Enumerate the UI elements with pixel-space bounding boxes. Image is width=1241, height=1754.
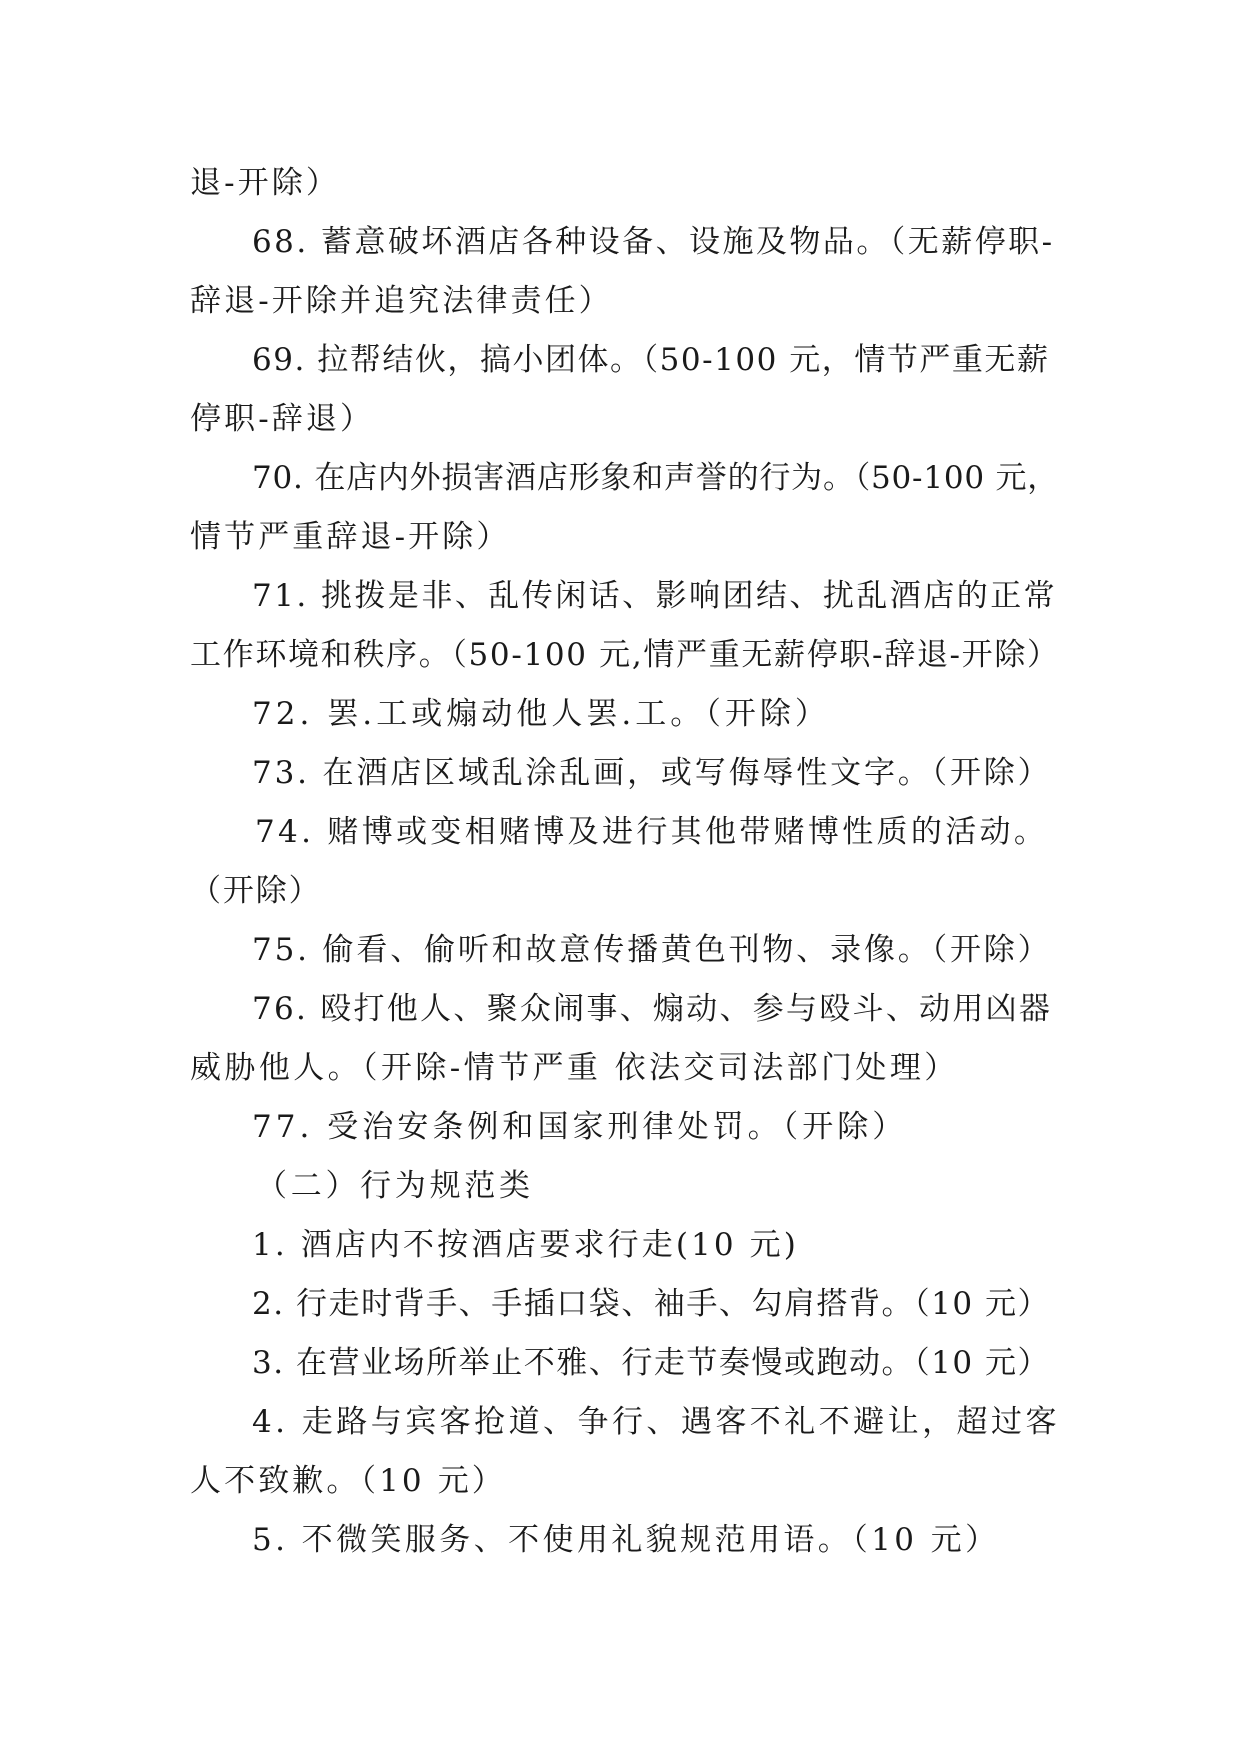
list-item-72: 72. 罢.工或煽动他人罢.工。（开除） xyxy=(252,696,830,732)
list-item-74: 74. 赌博或变相赌博及进行其他带赌博性质的活动。 xyxy=(255,814,1049,850)
text-line: 停职-辞退） xyxy=(190,401,375,437)
list-item-73: 73. 在酒店区域乱涂乱画，或写侮辱性文字。（开除） xyxy=(252,755,1052,791)
list-item-1: 1. 酒店内不按酒店要求行走(10 元) xyxy=(252,1227,799,1263)
text-line: 情节严重辞退-开除） xyxy=(190,519,511,555)
list-item-68: 68. 蓄意破坏酒店各种设备、设施及物品。（无薪停职- xyxy=(252,224,1055,260)
text-line: 人不致歉。（10 元） xyxy=(190,1463,506,1499)
text-line: 工作环境和秩序。（50-100 元,情严重无薪停职-辞退-开除） xyxy=(190,637,1060,673)
list-item-77: 77. 受治安条例和国家刑律处罚。（开除） xyxy=(252,1109,908,1145)
list-item-2: 2. 行走时背手、手插口袋、袖手、勾肩搭背。（10 元） xyxy=(252,1286,1051,1322)
list-item-4: 4. 走路与宾客抢道、争行、遇客不礼不避让，超过客 xyxy=(252,1404,1060,1440)
list-item-70: 70. 在店内外损害酒店形象和声誉的行为。（50-100 元， xyxy=(252,460,1060,496)
list-item-76: 76. 殴打他人、聚众闹事、煽动、参与殴斗、动用凶器 xyxy=(252,991,1053,1027)
section-heading: （二）行为规范类 xyxy=(256,1168,534,1204)
list-item-3: 3. 在营业场所举止不雅、行走节奏慢或跑动。（10 元） xyxy=(252,1345,1051,1381)
list-item-75: 75. 偷看、偷听和故意传播黄色刊物、录像。（开除） xyxy=(252,932,1052,968)
text-line: 威胁他人。（开除-情节严重 依法交司法部门处理） xyxy=(190,1050,959,1086)
list-item-5: 5. 不微笑服务、不使用礼貌规范用语。（10 元） xyxy=(252,1522,1000,1558)
list-item-71: 71. 挑拨是非、乱传闲话、影响团结、扰乱酒店的正常 xyxy=(252,578,1058,614)
list-item-69: 69. 拉帮结伙，搞小团体。（50-100 元，情节严重无薪 xyxy=(252,342,1050,378)
text-line: 退-开除） xyxy=(190,165,340,201)
text-line: 辞退-开除并追究法律责任） xyxy=(190,283,613,319)
text-line: （开除） xyxy=(190,873,322,909)
